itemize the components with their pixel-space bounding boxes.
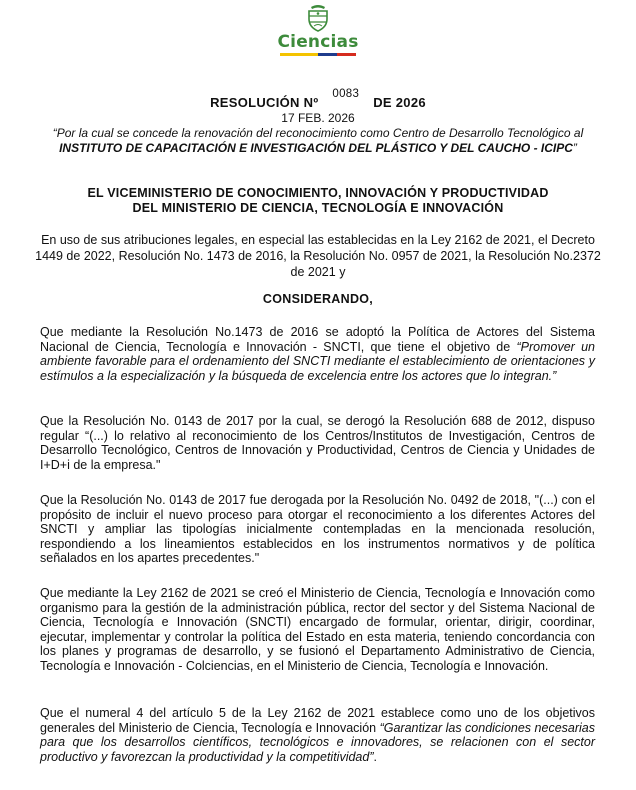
flag-yellow bbox=[280, 53, 318, 56]
p5-quote: “Garantizar las condiciones necesarias para que los desarrollos científicos, tecnológicos e innovadores, se relacionen con el sector productivo y favorezcan la productividad y la competitividad” bbox=[40, 720, 595, 764]
ministry-logo bbox=[270, 4, 366, 56]
paragraph-4: Que mediante la Ley 2162 de 2021 se creó el Ministerio de Ciencia, Tecnología e Innovación como organismo para la gestión de la administración pública, rector del sector y del Sistema Nacional de Ciencia, Tecnología e Innovación (SNCTI) encargado de formular, orientar, dirigir, coordinar, ejecutar, implementar y controlar la política del Estado en esta materia, teniendo concordancia con los planes y programas de desarrollo, y se fusionó el Departamento Administrativo de Ciencia, Tecnología e Innovación - Colciencias, en el Ministerio de Ciencia, Tecnología e Innovación. bbox=[40, 586, 595, 673]
paragraph-2: Que la Resolución No. 0143 de 2017 por la cual, se derogó la Resolución 688 de 2012, dispuso regular “(...) lo relativo al reconocimiento de los Centros/Institutos de Investigación, Centros de Desarrollo Tecnológico, Centros de Innovación y Productividad, Centros de Ciencia y Unidades de I+D+i de la empresa." bbox=[40, 414, 595, 472]
subtitle-institute: INSTITUTO DE CAPACITACIÓN E INVESTIGACIÓN DEL PLÁSTICO Y DEL CAUCHO - ICIPC bbox=[59, 141, 573, 155]
p5-text: Que el numeral 4 del artículo 5 de la Ley 2162 de 2021 establece como uno de los objetivos generales del Ministerio de Ciencia, Tecnología e Innovación bbox=[40, 706, 595, 735]
issuing-authority bbox=[20, 186, 616, 216]
title-prefix: RESOLUCIÓN Nº bbox=[210, 95, 319, 110]
paragraph-3: Que la Resolución No. 0143 de 2017 fue derogada por la Resolución No. 0492 de 2018, "(...) con el propósito de incluir el nuevo proceso para otorgar el reconocimiento a los diferentes Actores del SNCTI y ampliar las tipologías inicialmente contempladas en la mencionada resolución, respondiendo a los lineamientos establecidos en los instrumentos normativos y de política señalados en los apartes precedentes." bbox=[40, 493, 595, 566]
coat-of-arms-icon bbox=[305, 4, 331, 32]
p1-quote: “Promover un ambiente favorable para el ordenamiento del SNCTI mediante el establecimiento de orientaciones y estímulos a la especialización y la búsqueda de excelencia entre los actores que lo integran.” bbox=[40, 339, 595, 383]
p5-end: . bbox=[373, 749, 377, 764]
p1-text: Que mediante la Resolución No.1473 de 2016 se adoptó la Política de Actores del Sistema Nacional de Ciencia, Tecnología e Innovación - SNCTI, que tiene el objetivo de bbox=[40, 325, 595, 354]
paragraph-5 bbox=[40, 706, 595, 764]
resolution-number: 0083 bbox=[332, 88, 360, 100]
subtitle-text: “Por la cual se concede la renovación del reconocimiento como Centro de Desarrollo Tecnológico al bbox=[52, 126, 584, 140]
subtitle-close: ” bbox=[572, 141, 577, 155]
resolution-subtitle bbox=[20, 126, 616, 156]
authority-line-1: EL VICEMINISTERIO DE CONOCIMIENTO, INNOVACIÓN Y PRODUCTIVIDAD bbox=[87, 186, 549, 200]
logo-wordmark: Ciencias bbox=[277, 32, 359, 52]
flag-stripe bbox=[280, 53, 356, 56]
paragraph-1 bbox=[40, 325, 595, 383]
considering-heading: CONSIDERANDO, bbox=[262, 292, 374, 306]
flag-red bbox=[337, 53, 356, 56]
resolution-date: 17 FEB. 2026 bbox=[281, 111, 355, 125]
authority-line-2: DEL MINISTERIO DE CIENCIA, TECNOLOGÍA E INNOVACIÓN bbox=[132, 201, 504, 215]
resolution-title bbox=[20, 88, 616, 110]
title-suffix: DE 2026 bbox=[373, 95, 426, 110]
legal-powers: En uso de sus atribuciones legales, en especial las establecidas en la Ley 2162 de 2021, el Decreto 1449 de 2022, Resolución No. 1473 de 2016, la Resolución No. 0957 de 2021, la Resolución No.2372 de 2021 y bbox=[35, 233, 601, 279]
flag-blue bbox=[318, 53, 337, 56]
